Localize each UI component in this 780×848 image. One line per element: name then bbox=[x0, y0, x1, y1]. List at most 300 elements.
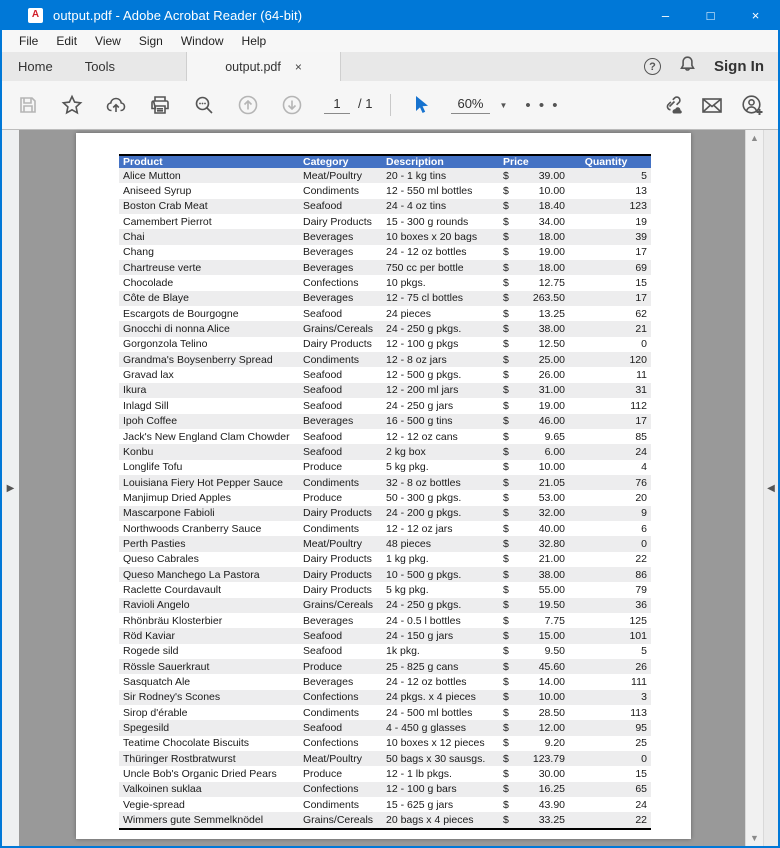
table-row bbox=[119, 275, 651, 290]
bell-icon[interactable] bbox=[679, 55, 696, 78]
price-value: 55.00 bbox=[538, 583, 565, 596]
cell-product: Manjimup Dried Apples bbox=[123, 491, 231, 504]
right-panel-collapse-icon[interactable]: ◀ bbox=[767, 482, 775, 494]
price-value: 13.25 bbox=[538, 307, 565, 320]
cell-product: Wimmers gute Semmelknödel bbox=[123, 814, 264, 827]
cell-description: 12 - 1 lb pkgs. bbox=[386, 768, 452, 781]
cell-product: Aniseed Syrup bbox=[123, 185, 192, 198]
currency-symbol: $ bbox=[503, 476, 509, 489]
price-value: 30.00 bbox=[538, 768, 565, 781]
cell-category: Seafood bbox=[303, 645, 343, 658]
cell-quantity: 0 bbox=[641, 537, 647, 550]
price-value: 38.00 bbox=[538, 323, 565, 336]
price-value: 32.00 bbox=[538, 507, 565, 520]
cell-product: Gorgonzola Telino bbox=[123, 338, 208, 351]
price-value: 53.00 bbox=[538, 491, 565, 504]
cell-description: 1k pkg. bbox=[386, 645, 420, 658]
cell-price bbox=[496, 799, 571, 811]
table-row bbox=[119, 183, 651, 198]
table-row bbox=[119, 659, 651, 674]
cell-price bbox=[496, 200, 571, 212]
currency-symbol: $ bbox=[503, 307, 509, 320]
cell-product: Queso Manchego La Pastora bbox=[123, 568, 260, 581]
cell-product: Louisiana Fiery Hot Pepper Sauce bbox=[123, 476, 283, 489]
cell-product: Röd Kaviar bbox=[123, 629, 175, 642]
cell-quantity: 15 bbox=[635, 768, 647, 781]
currency-symbol: $ bbox=[503, 583, 509, 596]
menu-file[interactable]: File bbox=[19, 34, 39, 48]
cell-product: Rogede sild bbox=[123, 645, 179, 658]
cell-category: Seafood bbox=[303, 307, 343, 320]
cell-category: Seafood bbox=[303, 399, 343, 412]
vertical-scrollbar[interactable] bbox=[745, 130, 763, 846]
cell-description: 20 - 1 kg tins bbox=[386, 169, 447, 182]
cell-quantity: 31 bbox=[635, 384, 647, 397]
cell-price bbox=[496, 599, 571, 611]
price-value: 43.90 bbox=[538, 798, 565, 811]
cell-price bbox=[496, 584, 571, 596]
table-row bbox=[119, 567, 651, 582]
price-value: 39.00 bbox=[538, 169, 565, 182]
cell-description: 12 - 500 g pkgs. bbox=[386, 369, 462, 382]
cell-quantity: 6 bbox=[641, 522, 647, 535]
price-value: 21.05 bbox=[538, 476, 565, 489]
table-row bbox=[119, 229, 651, 244]
cell-product: Ipoh Coffee bbox=[123, 415, 178, 428]
scroll-up-icon[interactable]: ▲ bbox=[750, 133, 759, 143]
cell-category: Condiments bbox=[303, 185, 360, 198]
cell-category: Meat/Poultry bbox=[303, 752, 362, 765]
currency-symbol: $ bbox=[503, 798, 509, 811]
page-count-label: / 1 bbox=[358, 96, 373, 111]
currency-symbol: $ bbox=[503, 461, 509, 474]
cell-product: Sasquatch Ale bbox=[123, 676, 191, 689]
cell-quantity: 24 bbox=[635, 445, 647, 458]
price-value: 10.00 bbox=[538, 691, 565, 704]
price-value: 26.00 bbox=[538, 369, 565, 382]
cell-quantity: 69 bbox=[635, 261, 647, 274]
cell-category: Confections bbox=[303, 277, 359, 290]
currency-symbol: $ bbox=[503, 783, 509, 796]
cell-quantity: 25 bbox=[635, 737, 647, 750]
cell-product: Queso Cabrales bbox=[123, 553, 199, 566]
email-icon[interactable] bbox=[698, 91, 726, 119]
cell-quantity: 13 bbox=[635, 185, 647, 198]
price-value: 12.00 bbox=[538, 722, 565, 735]
cell-price bbox=[496, 492, 571, 504]
cell-category: Dairy Products bbox=[303, 215, 372, 228]
currency-symbol: $ bbox=[503, 338, 509, 351]
cell-price bbox=[496, 185, 571, 197]
cell-price bbox=[496, 507, 571, 519]
table-row bbox=[119, 582, 651, 597]
cell-quantity: 21 bbox=[635, 323, 647, 336]
header-price: Price bbox=[503, 156, 529, 168]
currency-symbol: $ bbox=[503, 246, 509, 259]
currency-symbol: $ bbox=[503, 277, 509, 290]
table-row bbox=[119, 199, 651, 214]
acrobat-app-icon: A bbox=[28, 8, 43, 23]
cell-product: Perth Pasties bbox=[123, 537, 186, 550]
table-row bbox=[119, 429, 651, 444]
currency-symbol: $ bbox=[503, 399, 509, 412]
cell-description: 4 - 450 g glasses bbox=[386, 722, 466, 735]
cell-product: Ikura bbox=[123, 384, 147, 397]
header-quantity: Quantity bbox=[584, 156, 628, 168]
table-header-row bbox=[119, 154, 651, 168]
cell-price bbox=[496, 384, 571, 396]
cell-price bbox=[496, 170, 571, 182]
cell-description: 10 pkgs. bbox=[386, 277, 426, 290]
currency-symbol: $ bbox=[503, 384, 509, 397]
maximize-button[interactable]: □ bbox=[706, 7, 715, 23]
header-category: Category bbox=[303, 156, 349, 168]
cell-category: Seafood bbox=[303, 369, 343, 382]
table-row bbox=[119, 751, 651, 766]
cell-product: Gnocchi di nonna Alice bbox=[123, 323, 230, 336]
cell-quantity: 22 bbox=[635, 814, 647, 827]
cell-price bbox=[496, 615, 571, 627]
cell-product: Raclette Courdavault bbox=[123, 583, 222, 596]
share-upload-icon[interactable] bbox=[102, 91, 130, 119]
cell-category: Beverages bbox=[303, 231, 354, 244]
search-zoom-icon[interactable] bbox=[190, 91, 218, 119]
star-icon[interactable] bbox=[58, 91, 86, 119]
tab-close-icon[interactable]: × bbox=[294, 59, 302, 74]
cell-price bbox=[496, 415, 571, 427]
previous-page-icon[interactable] bbox=[234, 91, 262, 119]
cell-description: 24 pieces bbox=[386, 307, 431, 320]
currency-symbol: $ bbox=[503, 768, 509, 781]
table-row bbox=[119, 414, 651, 429]
price-value: 10.00 bbox=[538, 461, 565, 474]
zoom-control bbox=[451, 96, 507, 114]
print-icon[interactable] bbox=[146, 91, 174, 119]
cell-category: Grains/Cereals bbox=[303, 599, 374, 612]
table-row bbox=[119, 628, 651, 643]
menu-help[interactable]: Help bbox=[241, 34, 267, 48]
price-value: 123.79 bbox=[532, 752, 565, 765]
zoom-level-input[interactable]: 60% bbox=[451, 96, 489, 114]
cell-category: Grains/Cereals bbox=[303, 814, 374, 827]
cell-category: Condiments bbox=[303, 798, 360, 811]
cell-product: Sir Rodney's Scones bbox=[123, 691, 221, 704]
cell-quantity: 101 bbox=[629, 629, 647, 642]
cell-description: 10 - 500 g pkgs. bbox=[386, 568, 462, 581]
price-value: 15.00 bbox=[538, 629, 565, 642]
cell-price bbox=[496, 354, 571, 366]
cell-product: Côte de Blaye bbox=[123, 292, 189, 305]
cell-product: Sirop d'érable bbox=[123, 706, 188, 719]
cell-category: Confections bbox=[303, 737, 359, 750]
cell-product: Boston Crab Meat bbox=[123, 200, 208, 213]
cell-product: Grandma's Boysenberry Spread bbox=[123, 353, 273, 366]
cell-category: Confections bbox=[303, 783, 359, 796]
cell-product: Spegesild bbox=[123, 722, 170, 735]
table-row bbox=[119, 490, 651, 505]
table-row bbox=[119, 536, 651, 551]
price-value: 45.60 bbox=[538, 660, 565, 673]
table-row bbox=[119, 812, 651, 827]
menu-edit[interactable]: Edit bbox=[56, 34, 78, 48]
cell-price bbox=[496, 431, 571, 443]
cell-description: 1 kg pkg. bbox=[386, 553, 429, 566]
window-controls bbox=[643, 0, 778, 30]
cell-description: 16 - 500 g tins bbox=[386, 415, 453, 428]
window-title: output.pdf - Adobe Acrobat Reader (64-bit) bbox=[53, 7, 303, 23]
cell-quantity: 9 bbox=[641, 507, 647, 520]
cell-category: Beverages bbox=[303, 292, 354, 305]
right-panel-strip[interactable] bbox=[763, 130, 778, 846]
cell-price bbox=[496, 753, 571, 765]
cell-quantity: 120 bbox=[629, 353, 647, 366]
cell-price bbox=[496, 630, 571, 642]
cell-category: Seafood bbox=[303, 629, 343, 642]
currency-symbol: $ bbox=[503, 369, 509, 382]
cell-description: 24 - 250 g pkgs. bbox=[386, 599, 462, 612]
cell-category: Condiments bbox=[303, 476, 360, 489]
cell-quantity: 62 bbox=[635, 307, 647, 320]
cell-quantity: 11 bbox=[636, 369, 647, 382]
currency-symbol: $ bbox=[503, 676, 509, 689]
currency-symbol: $ bbox=[503, 169, 509, 182]
cell-price bbox=[496, 538, 571, 550]
table-row bbox=[119, 705, 651, 720]
close-button[interactable]: × bbox=[751, 7, 760, 23]
cell-product: Uncle Bob's Organic Dried Pears bbox=[123, 768, 277, 781]
add-account-icon[interactable] bbox=[738, 91, 766, 119]
table-row bbox=[119, 321, 651, 336]
table-row bbox=[119, 736, 651, 751]
cell-quantity: 111 bbox=[631, 676, 647, 689]
cell-category: Seafood bbox=[303, 384, 343, 397]
left-panel-strip[interactable] bbox=[2, 130, 19, 846]
help-icon[interactable]: ? bbox=[644, 58, 661, 75]
price-value: 40.00 bbox=[538, 522, 565, 535]
cell-description: 32 - 8 oz bottles bbox=[386, 476, 461, 489]
cell-product: Escargots de Bourgogne bbox=[123, 307, 239, 320]
cell-description: 24 - 150 g jars bbox=[386, 629, 454, 642]
price-value: 31.00 bbox=[538, 384, 565, 397]
cell-category: Meat/Poultry bbox=[303, 537, 362, 550]
cell-product: Northwoods Cranberry Sauce bbox=[123, 522, 262, 535]
menu-sign[interactable]: Sign bbox=[138, 34, 163, 48]
tab-document[interactable] bbox=[186, 52, 341, 81]
price-value: 6.00 bbox=[544, 445, 565, 458]
table-row bbox=[119, 766, 651, 781]
currency-symbol: $ bbox=[503, 292, 509, 305]
table-row bbox=[119, 367, 651, 382]
table-row bbox=[119, 552, 651, 567]
currency-symbol: $ bbox=[503, 752, 509, 765]
cell-category: Seafood bbox=[303, 200, 343, 213]
price-value: 18.00 bbox=[538, 261, 565, 274]
price-value: 9.50 bbox=[544, 645, 565, 658]
product-table bbox=[119, 154, 651, 830]
cell-price bbox=[496, 323, 571, 335]
menu-window[interactable]: Window bbox=[180, 34, 224, 48]
price-value: 14.00 bbox=[538, 676, 565, 689]
cell-price bbox=[496, 814, 571, 826]
cell-description: 2 kg box bbox=[386, 445, 426, 458]
tab-tools[interactable]: Tools bbox=[84, 59, 116, 74]
cell-description: 750 cc per bottle bbox=[386, 261, 464, 274]
currency-symbol: $ bbox=[503, 323, 509, 336]
cell-price bbox=[496, 400, 571, 412]
cell-quantity: 123 bbox=[629, 200, 647, 213]
currency-symbol: $ bbox=[503, 231, 509, 244]
currency-symbol: $ bbox=[503, 353, 509, 366]
cell-product: Gravad lax bbox=[123, 369, 174, 382]
price-value: 38.00 bbox=[538, 568, 565, 581]
cell-quantity: 86 bbox=[635, 568, 647, 581]
cell-price bbox=[496, 523, 571, 535]
cell-price bbox=[496, 461, 571, 473]
title-bar bbox=[2, 0, 778, 30]
cell-description: 24 pkgs. x 4 pieces bbox=[386, 691, 476, 704]
cell-description: 12 - 12 oz cans bbox=[386, 430, 458, 443]
cell-description: 24 - 500 ml bottles bbox=[386, 706, 473, 719]
scroll-down-icon[interactable]: ▼ bbox=[750, 833, 759, 843]
cell-category: Condiments bbox=[303, 706, 360, 719]
tab-home[interactable]: Home bbox=[18, 59, 53, 74]
cell-category: Produce bbox=[303, 461, 343, 474]
next-page-icon[interactable] bbox=[278, 91, 306, 119]
cell-category: Seafood bbox=[303, 445, 343, 458]
price-value: 9.65 bbox=[544, 430, 565, 443]
cell-description: 50 - 300 g pkgs. bbox=[386, 491, 462, 504]
currency-symbol: $ bbox=[503, 537, 509, 550]
currency-symbol: $ bbox=[503, 491, 509, 504]
currency-symbol: $ bbox=[503, 507, 509, 520]
cell-quantity: 20 bbox=[635, 491, 647, 504]
currency-symbol: $ bbox=[503, 215, 509, 228]
cell-category: Produce bbox=[303, 660, 343, 673]
price-value: 10.00 bbox=[538, 185, 565, 198]
cell-price bbox=[496, 446, 571, 458]
cell-description: 24 - 12 oz bottles bbox=[386, 676, 467, 689]
cell-quantity: 125 bbox=[629, 614, 647, 627]
cell-description: 12 - 100 g pkgs bbox=[386, 338, 459, 351]
price-value: 263.50 bbox=[532, 292, 565, 305]
cell-description: 25 - 825 g cans bbox=[386, 660, 459, 673]
cell-price bbox=[496, 369, 571, 381]
cell-category: Dairy Products bbox=[303, 507, 372, 520]
table-row bbox=[119, 797, 651, 812]
cell-quantity: 5 bbox=[641, 169, 647, 182]
table-row bbox=[119, 720, 651, 735]
cell-quantity: 24 bbox=[635, 798, 647, 811]
cell-product: Teatime Chocolate Biscuits bbox=[123, 737, 250, 750]
cell-product: Chai bbox=[123, 231, 145, 244]
toolbar bbox=[2, 81, 778, 130]
cell-quantity: 36 bbox=[635, 599, 647, 612]
tabbar-right-group bbox=[644, 52, 778, 81]
table-row bbox=[119, 521, 651, 536]
cell-price bbox=[496, 292, 571, 304]
cell-price bbox=[496, 553, 571, 565]
price-value: 21.00 bbox=[538, 553, 565, 566]
table-row bbox=[119, 383, 651, 398]
cell-quantity: 22 bbox=[635, 553, 647, 566]
left-panel-expand-icon[interactable]: ▶ bbox=[6, 482, 15, 494]
cell-price bbox=[496, 676, 571, 688]
price-value: 32.80 bbox=[538, 537, 565, 550]
save-icon[interactable] bbox=[14, 91, 42, 119]
cell-product: Chartreuse verte bbox=[123, 261, 202, 274]
cell-quantity: 3 bbox=[641, 691, 647, 704]
cell-description: 50 bags x 30 sausgs. bbox=[386, 752, 486, 765]
table-row bbox=[119, 398, 651, 413]
minimize-button[interactable]: – bbox=[661, 7, 670, 23]
table-row bbox=[119, 506, 651, 521]
cell-price bbox=[496, 338, 571, 350]
table-row bbox=[119, 260, 651, 275]
price-value: 46.00 bbox=[538, 415, 565, 428]
menu-bar bbox=[2, 30, 778, 52]
toolbar-overflow-button[interactable]: • • • bbox=[525, 96, 560, 114]
cell-price bbox=[496, 477, 571, 489]
table-row bbox=[119, 644, 651, 659]
cell-price bbox=[496, 246, 571, 258]
cell-price bbox=[496, 308, 571, 320]
cell-category: Dairy Products bbox=[303, 568, 372, 581]
share-link-icon[interactable] bbox=[658, 91, 686, 119]
cell-description: 15 - 300 g rounds bbox=[386, 215, 469, 228]
currency-symbol: $ bbox=[503, 185, 509, 198]
cell-product: Vegie-spread bbox=[123, 798, 185, 811]
cell-category: Dairy Products bbox=[303, 338, 372, 351]
header-description: Description bbox=[386, 156, 444, 168]
tab-bar bbox=[2, 52, 778, 81]
cell-price bbox=[496, 768, 571, 780]
cell-category: Confections bbox=[303, 691, 359, 704]
currency-symbol: $ bbox=[503, 814, 509, 827]
table-row bbox=[119, 598, 651, 613]
cell-price bbox=[496, 645, 571, 657]
table-row bbox=[119, 352, 651, 367]
cell-price bbox=[496, 216, 571, 228]
currency-symbol: $ bbox=[503, 691, 509, 704]
cell-price bbox=[496, 661, 571, 673]
page-number-input[interactable]: 1 bbox=[324, 96, 350, 114]
cell-quantity: 65 bbox=[635, 783, 647, 796]
cell-quantity: 0 bbox=[641, 752, 647, 765]
cell-price bbox=[496, 737, 571, 749]
currency-symbol: $ bbox=[503, 430, 509, 443]
cell-category: Beverages bbox=[303, 415, 354, 428]
table-row bbox=[119, 337, 651, 352]
cell-description: 12 - 100 g bars bbox=[386, 783, 457, 796]
table-row bbox=[119, 782, 651, 797]
select-cursor-icon[interactable] bbox=[407, 91, 435, 119]
cell-quantity: 19 bbox=[635, 215, 647, 228]
price-value: 12.50 bbox=[538, 338, 565, 351]
cell-description: 48 pieces bbox=[386, 537, 431, 550]
cell-quantity: 95 bbox=[635, 722, 647, 735]
price-value: 34.00 bbox=[538, 215, 565, 228]
price-value: 9.20 bbox=[544, 737, 565, 750]
cell-price bbox=[496, 262, 571, 274]
zoom-dropdown-icon[interactable]: ▼ bbox=[499, 100, 508, 110]
cell-product: Jack's New England Clam Chowder bbox=[123, 430, 290, 443]
table-row bbox=[119, 291, 651, 306]
sign-in-button[interactable]: Sign In bbox=[714, 58, 764, 75]
menu-view[interactable]: View bbox=[95, 34, 121, 48]
cell-product: Alice Mutton bbox=[123, 169, 181, 182]
cell-product: Chocolade bbox=[123, 277, 174, 290]
document-tab-label: output.pdf bbox=[225, 59, 281, 74]
